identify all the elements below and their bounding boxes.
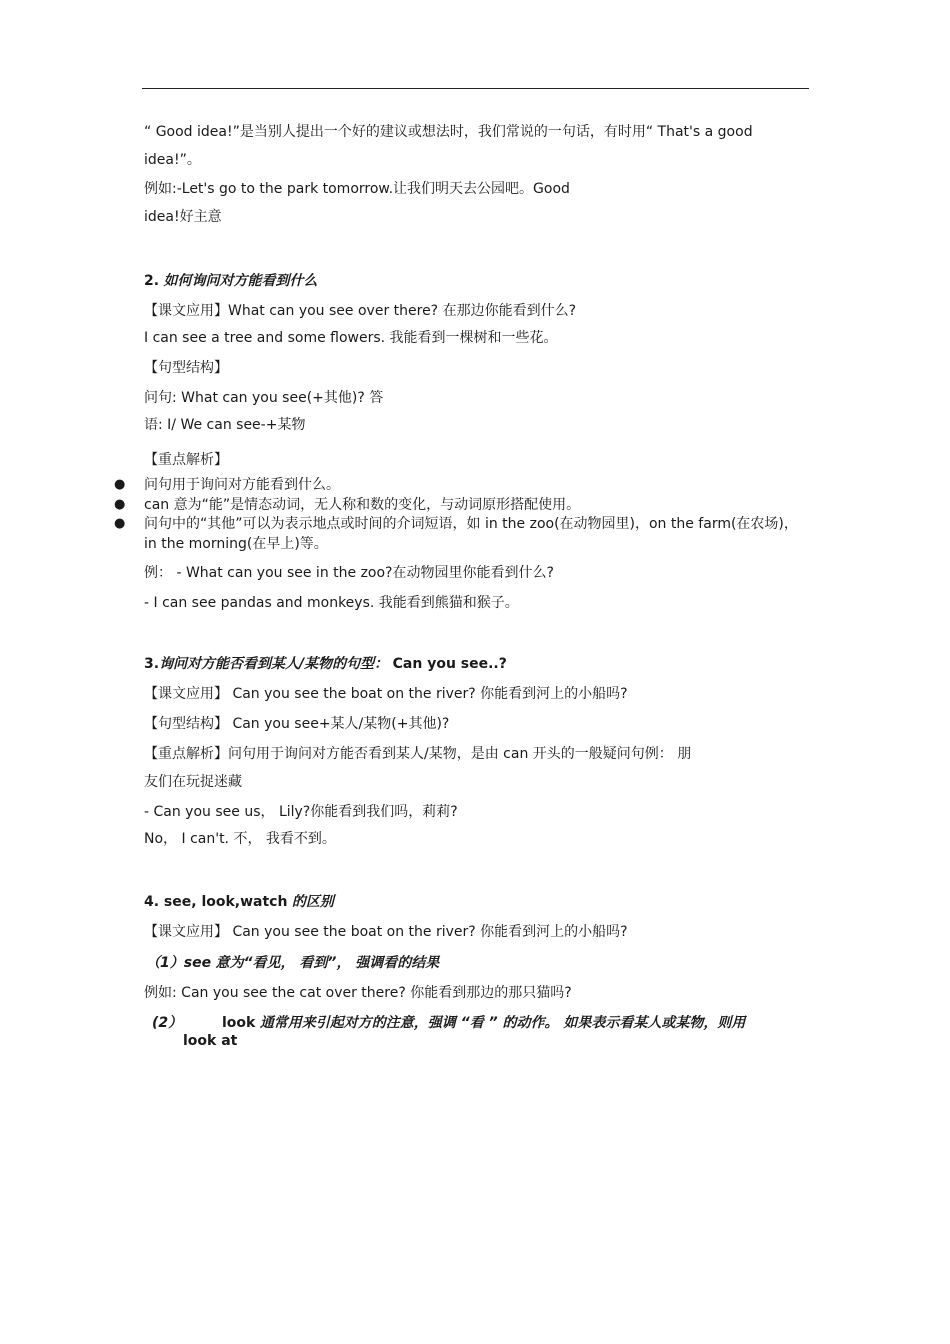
section-4-sub-2-number — [152, 1013, 182, 1033]
section-4-sub-1-example: 例如: Can you see the cat over there? 你能看到那边的那只猫吗? — [144, 985, 572, 1001]
header-rule — [142, 88, 809, 89]
section-2-number: 2. — [144, 273, 160, 289]
section-2-answer: 语: I/ We can see-+某物 — [144, 417, 306, 433]
section-2-structure-label: 【句型结构】 — [144, 360, 228, 376]
section-4-sub-1-head: （1）see — [146, 955, 212, 971]
section-3-number: 3. — [144, 656, 160, 672]
section-4-sub-2-text: 通常用来引起对方的注意，强调 “看 ” 的动作。 如果表示看某人或某物，则用 — [259, 1015, 746, 1031]
section-4-sub-1-text: 意为“看见， 看到”， 强调看的结果 — [215, 955, 440, 971]
section-2-bullet-2: can 意为“能”是情态动词，无人称和数的变化，与动词原形搭配使用。 — [144, 497, 581, 513]
section-3-dialog-2: No， I can't. 不， 我看不到。 — [144, 831, 336, 847]
section-2-example-2: - I can see pandas and monkeys. 我能看到熊猫和猴子。 — [144, 595, 519, 611]
section-3-heading — [144, 654, 507, 674]
section-4-title: 的区别 — [291, 894, 334, 910]
section-3-title: 询问对方能否看到某人/某物的句型： — [159, 656, 389, 672]
section-2-bullet-3: 问句中的“其他”可以为表示地点或时间的介词短语，如 in the zoo(在动物园里)，on the farm(在农场)，in the morning(在早上)等。 — [144, 516, 798, 552]
section-4-number: 4. see, look,watch — [144, 894, 288, 910]
bullet-dot: ● — [114, 497, 126, 512]
section-4-sub-2-word: look — [222, 1015, 256, 1031]
section-2-analysis-label: 【重点解析】 — [144, 452, 228, 468]
good-idea-example-1: 例如:-Let's go to the park tomorrow.让我们明天去公园吧。Good — [144, 181, 570, 197]
section-2-text-1: 【课文应用】What can you see over there? 在那边你能看到什么? — [144, 303, 576, 319]
section-3-structure: 【句型结构】 Can you see+某人/某物(+其他)? — [144, 716, 450, 732]
section-4-sub-2 — [222, 1013, 745, 1033]
good-idea-example-2: idea!好主意 — [144, 209, 222, 225]
section-2-title: 如何询问对方能看到什么 — [163, 273, 318, 289]
section-3-text: 【课文应用】 Can you see the boat on the river? 你能看到河上的小船吗? — [144, 686, 628, 702]
section-2-text-2: I can see a tree and some flowers. 我能看到一棵树和一些花。 — [144, 330, 558, 346]
bullet-dot: ● — [114, 516, 126, 531]
section-2-heading — [144, 271, 318, 291]
section-3-dialog-1: - Can you see us， Lily?你能看到我们吗，莉莉? — [144, 804, 458, 820]
section-3-title-tail: Can you see..? — [392, 656, 507, 672]
section-4-heading — [144, 892, 334, 912]
section-2-bullet-1: 问句用于询问对方能看到什么。 — [144, 477, 340, 493]
section-3-analysis-2: 友们在玩捉迷藏 — [144, 774, 242, 790]
good-idea-line-1: “ Good idea!”是当别人提出一个好的建议或想法时，我们常说的一句话，有时用“ That's a good — [144, 124, 753, 140]
section-4-text: 【课文应用】 Can you see the boat on the river? 你能看到河上的小船吗? — [144, 924, 628, 940]
section-3-analysis-1: 【重点解析】问句用于询问对方能否看到某人/某物，是由 can 开头的一般疑问句例： 朋 — [144, 746, 692, 762]
section-4-sub-2-num: (2） — [152, 1015, 183, 1031]
section-2-example-1: 例： - What can you see in the zoo?在动物园里你能看到什么? — [144, 565, 554, 581]
bullet-dot: ● — [114, 477, 126, 492]
section-2-question: 问句: What can you see(+其他)? 答 — [144, 390, 384, 406]
good-idea-line-2: idea!”。 — [144, 152, 201, 168]
section-4-sub-2-tail: look at — [183, 1033, 238, 1049]
section-4-sub-1 — [146, 953, 439, 973]
